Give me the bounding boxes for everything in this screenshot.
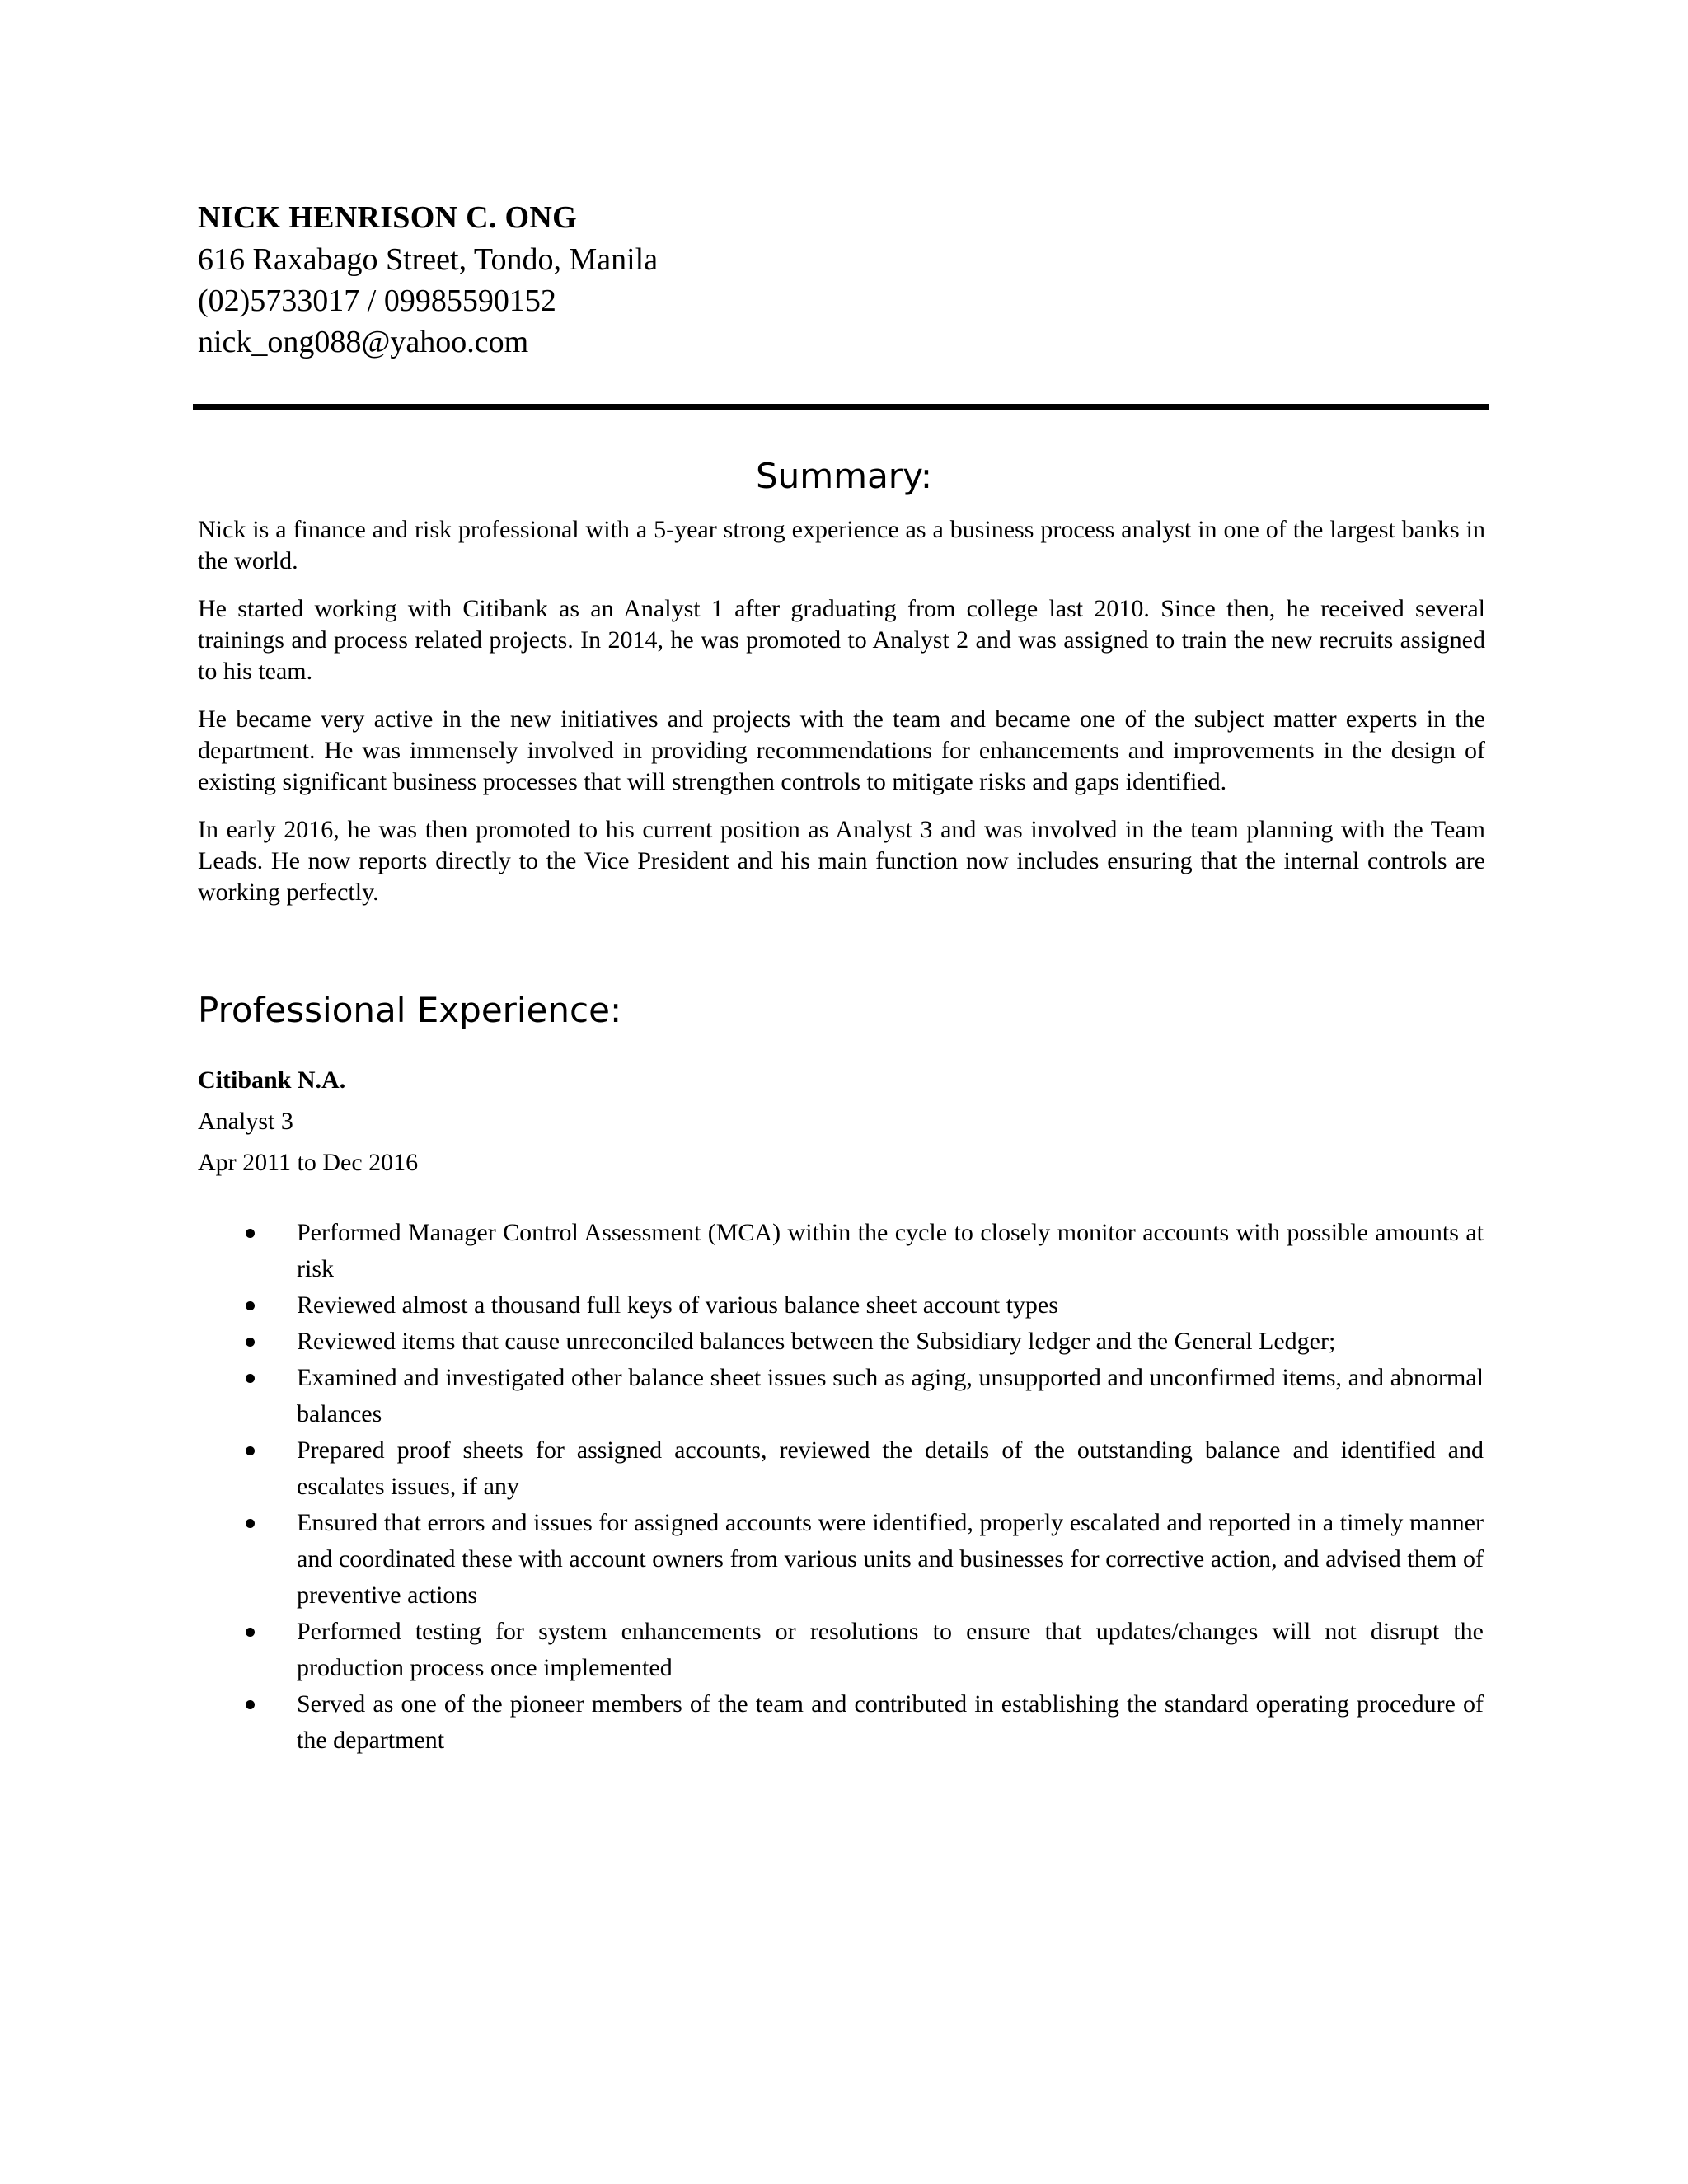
list-item [239, 1432, 1484, 1505]
list-item [239, 1505, 1484, 1614]
list-item [239, 1614, 1484, 1686]
summary-paragraph: In early 2016, he was then promoted to his current position as Analyst 3 and was involved in the team planning with the Team Leads. He now reports directly to the Vice President and his main function now includes ensuring that the internal controls are working perfectly. [198, 816, 1485, 906]
email-address: nick_ong088@yahoo.com [198, 325, 529, 359]
responsibility-text: Performed Manager Control Assessment (MCA) within the cycle to closely monitor accounts with possible amounts at risk [297, 1219, 1484, 1282]
list-item [239, 1324, 1484, 1360]
responsibility-text: Performed testing for system enhancements or resolutions to ensure that updates/changes will not disrupt the production process once implemented [297, 1618, 1484, 1681]
experience-heading: Professional Experience: [198, 990, 622, 1030]
list-item [239, 1686, 1484, 1759]
job-entry [198, 1060, 1485, 1183]
responsibility-text: Ensured that errors and issues for assigned accounts were identified, properly escalated and reported in a timely manner and coordinated these with account owners from various units and businesses for corrective action, and advised them of preventive actions [297, 1509, 1484, 1609]
list-item [239, 1360, 1484, 1432]
responsibilities-list [239, 1215, 1484, 1759]
summary-paragraph: He started working with Citibank as an Analyst 1 after graduating from college last 2010. Since then, he received several trainings and process related projects. In 2014, he was promoted to Analyst 2 and was assigned to train the new recruits assigned to his team. [198, 595, 1485, 685]
bullet-icon [246, 1338, 255, 1347]
bullet-icon [246, 1700, 255, 1709]
bullet-icon [246, 1229, 255, 1238]
job-title: Analyst 3 [198, 1108, 293, 1135]
bullet-icon [246, 1628, 255, 1637]
responsibility-text: Reviewed items that cause unreconciled balances between the Subsidiary ledger and the General Ledger; [297, 1328, 1336, 1355]
company-name: Citibank N.A. [198, 1066, 346, 1094]
summary-paragraph: He became very active in the new initiatives and projects with the team and became one of the subject matter experts in the department. He was immensely involved in providing recommendations for enhancements and improvements in the design of existing significant business processes that will strengthen controls to mitigate risks and gaps identified. [198, 705, 1485, 795]
contact-header [198, 196, 1484, 363]
bullet-icon [246, 1519, 255, 1528]
summary-heading: Summary: [755, 456, 933, 496]
summary-section [198, 514, 1485, 925]
candidate-name: NICK HENRISON C. ONG [198, 200, 577, 235]
bullet-icon [246, 1446, 255, 1455]
header-divider [193, 404, 1489, 410]
summary-paragraph: Nick is a finance and risk professional with a 5-year strong experience as a business process analyst in one of the largest banks in the world. [198, 516, 1485, 574]
bullet-icon [246, 1301, 255, 1310]
responsibility-text: Examined and investigated other balance sheet issues such as aging, unsupported and unconfirmed items, and abnormal balances [297, 1364, 1484, 1427]
list-item [239, 1215, 1484, 1287]
bullet-icon [246, 1374, 255, 1383]
responsibility-text: Served as one of the pioneer members of the team and contributed in establishing the standard operating procedure of the department [297, 1690, 1484, 1754]
list-item [239, 1287, 1484, 1324]
employment-dates: Apr 2011 to Dec 2016 [198, 1149, 419, 1176]
responsibility-text: Prepared proof sheets for assigned accounts, reviewed the details of the outstanding balance and identified and escalates issues, if any [297, 1436, 1484, 1500]
responsibility-text: Reviewed almost a thousand full keys of various balance sheet account types [297, 1291, 1058, 1319]
phone-numbers: (02)5733017 / 09985590152 [198, 284, 556, 318]
address: 616 Raxabago Street, Tondo, Manila [198, 242, 659, 277]
